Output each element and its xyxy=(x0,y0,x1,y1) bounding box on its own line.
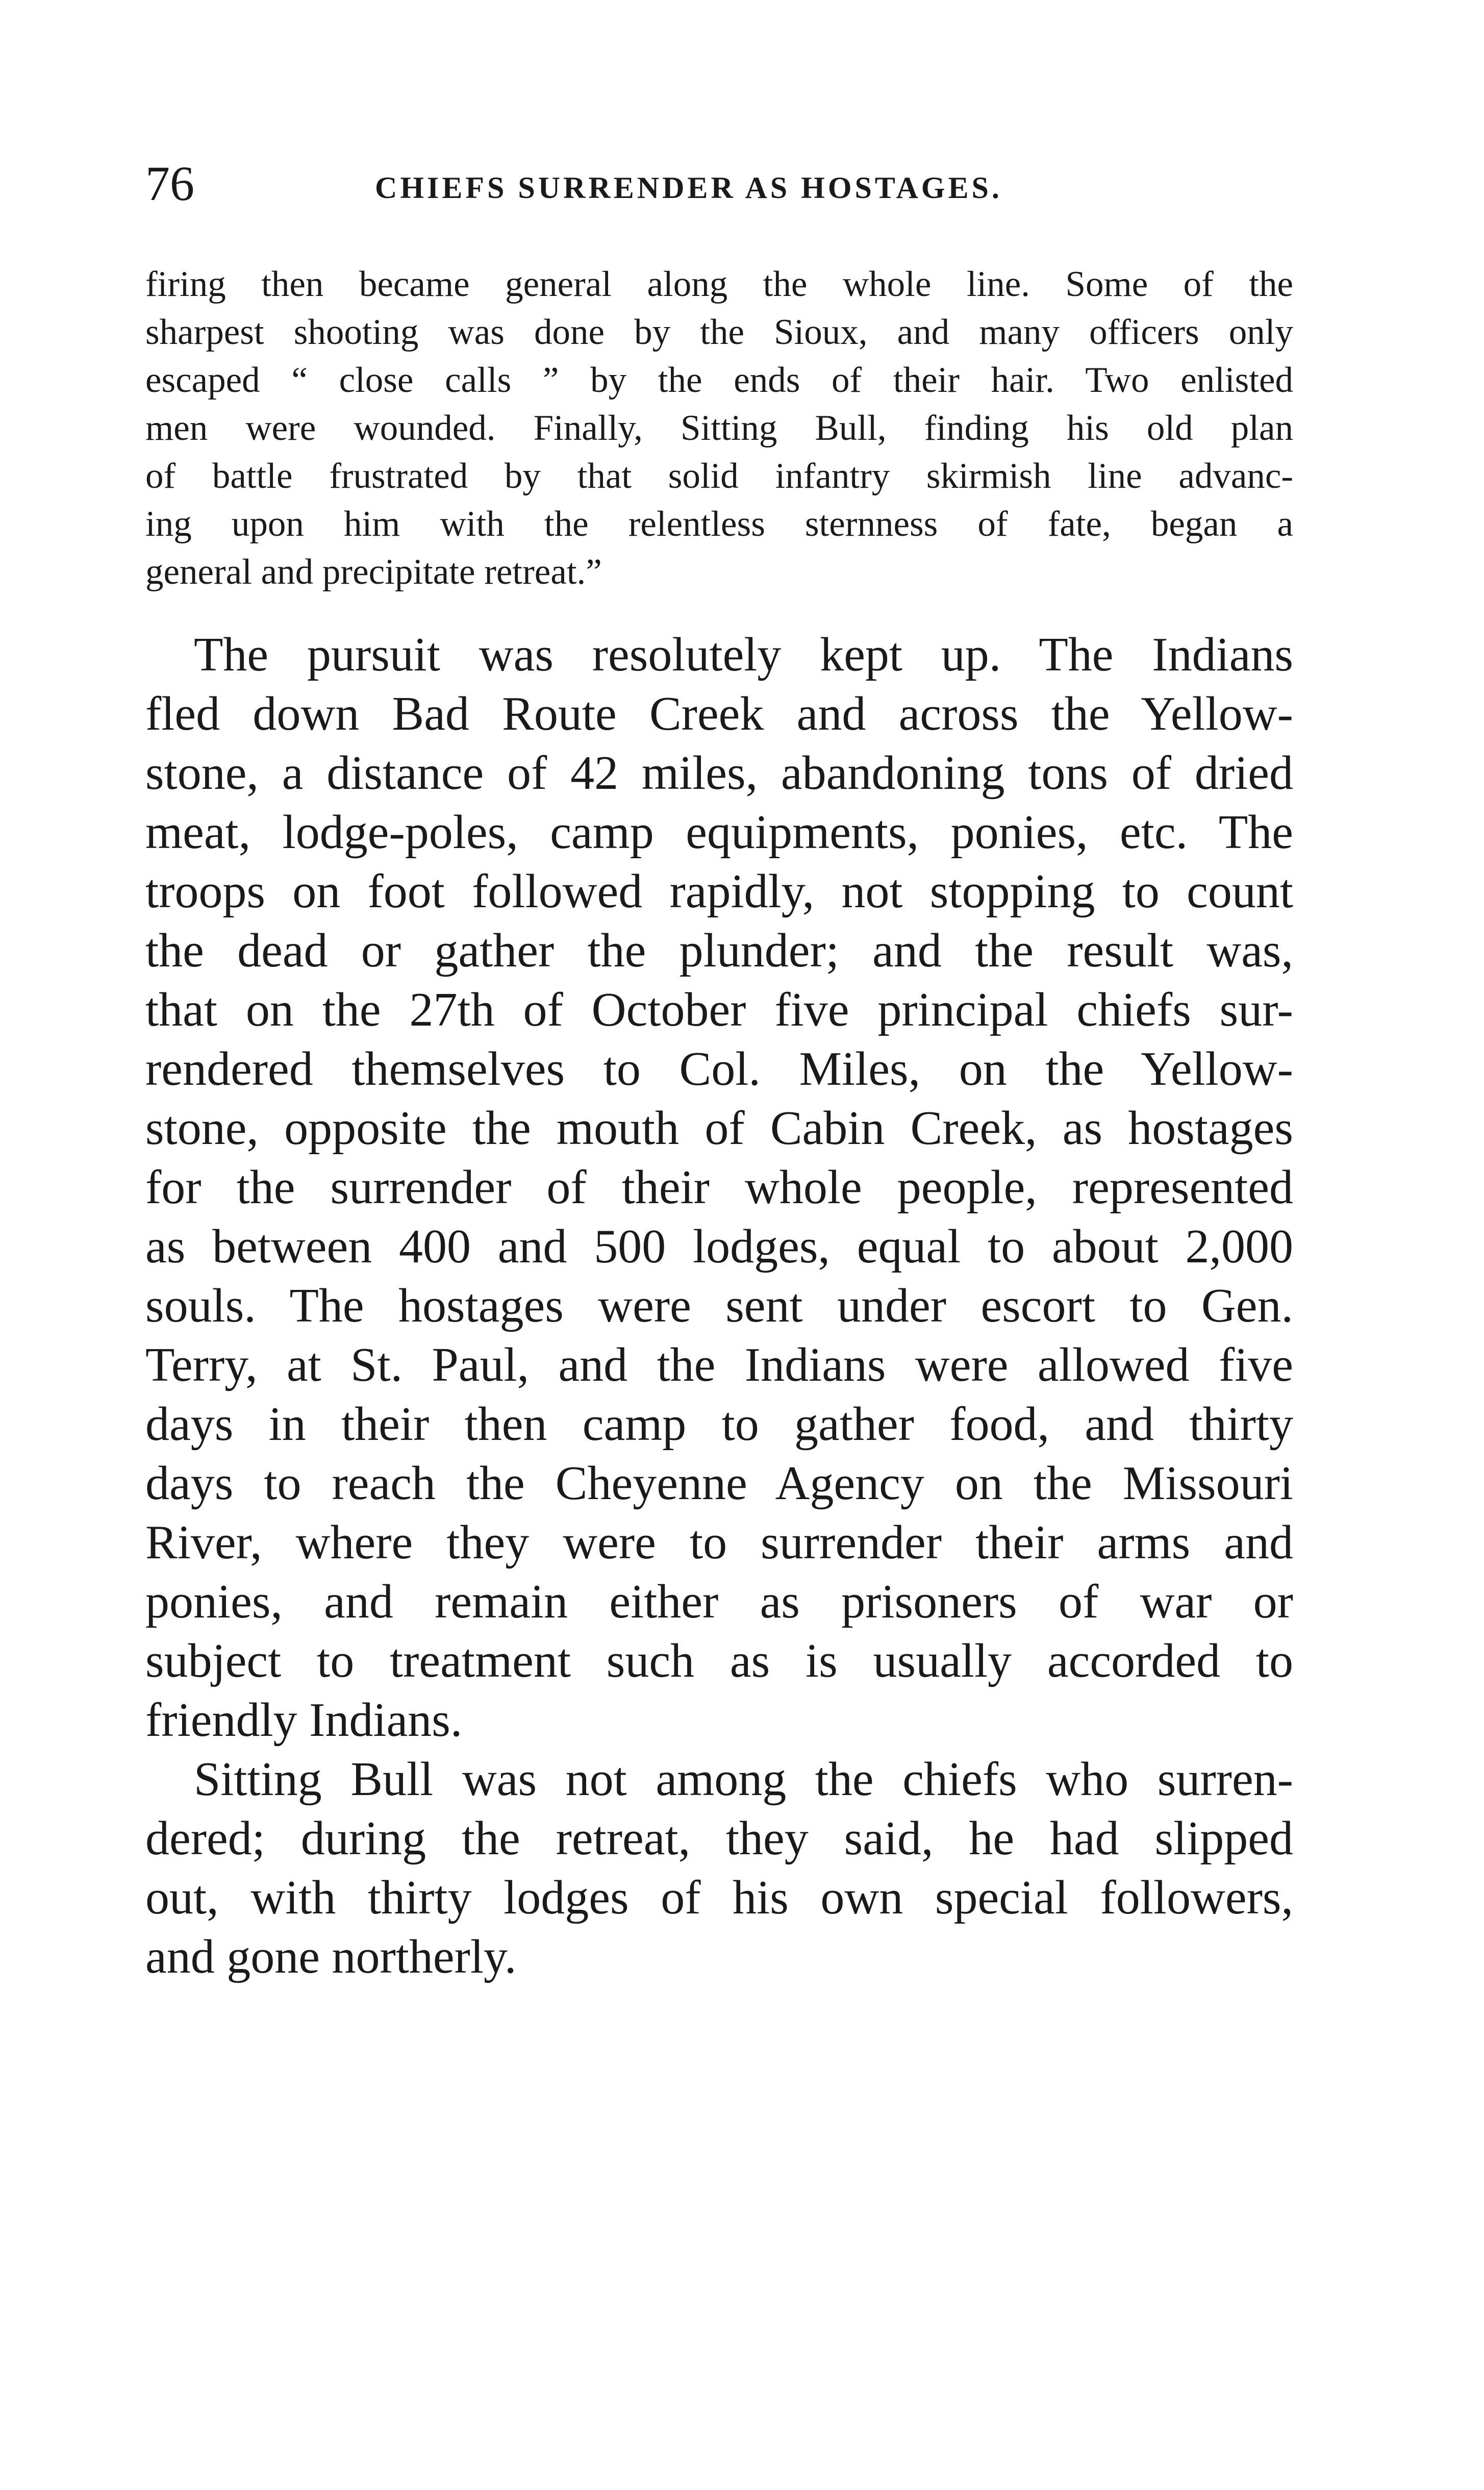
body-line: River, where they were to surrender their arms and xyxy=(145,1516,1293,1569)
body-line: stone, a distance of 42 miles, abandoning tons of dried xyxy=(145,746,1293,800)
body-line: stone, opposite the mouth of Cabin Creek, as hostages xyxy=(145,1102,1293,1155)
quoted-passage xyxy=(145,260,1293,596)
body-line: that on the 27th of October five principal chiefs sur- xyxy=(145,983,1293,1036)
body-line: and gone northerly. xyxy=(145,1930,517,1983)
body-line: fled down Bad Route Creek and across the Yellow- xyxy=(145,687,1293,740)
body-line: friendly Indians. xyxy=(145,1694,463,1747)
body-line: troops on foot followed rapidly, not stopping to count xyxy=(145,865,1293,918)
body-line: the dead or gather the plunder; and the result was, xyxy=(145,924,1293,977)
body-line: rendered themselves to Col. Miles, on the Yellow- xyxy=(145,1042,1293,1095)
body-line: as between 400 and 500 lodges, equal to about 2,000 xyxy=(145,1220,1293,1273)
quote-line: men were wounded. Finally, Sitting Bull, finding his old plan xyxy=(145,408,1293,448)
page-number: 76 xyxy=(145,156,194,211)
body-line: subject to treatment such as is usually accorded to xyxy=(145,1634,1293,1687)
body-line: meat, lodge-poles, camp equipments, ponies, etc. The xyxy=(145,806,1293,859)
body-line: out, with thirty lodges of his own special followers, xyxy=(145,1871,1293,1924)
quote-line: sharpest shooting was done by the Sioux, and many officers only xyxy=(145,312,1293,352)
quote-line: escaped “ close calls ” by the ends of their hair. Two enlisted xyxy=(145,360,1293,400)
running-head-title: CHIEFS SURRENDER AS HOSTAGES. xyxy=(375,171,1002,205)
body-line: for the surrender of their whole people, represented xyxy=(145,1161,1293,1214)
paragraph-pursuit xyxy=(145,625,1293,1750)
body-line: Terry, at St. Paul, and the Indians were allowed five xyxy=(145,1338,1293,1391)
body-line: Sitting Bull was not among the chiefs who surren- xyxy=(194,1753,1293,1806)
body-line: days in their then camp to gather food, and thirty xyxy=(145,1398,1293,1451)
body-text xyxy=(145,625,1293,1986)
running-head xyxy=(145,153,1293,214)
body-line: dered; during the retreat, they said, he had slipped xyxy=(145,1812,1293,1865)
body-line: ponies, and remain either as prisoners of war or xyxy=(145,1575,1293,1628)
quote-line: ing upon him with the relentless sternness of fate, began a xyxy=(145,504,1293,544)
quote-line: of battle frustrated by that solid infantry skirmish line advanc- xyxy=(145,456,1293,496)
paragraph-sitting-bull xyxy=(145,1750,1293,1986)
body-line: souls. The hostages were sent under escort to Gen. xyxy=(145,1279,1293,1332)
body-line: days to reach the Cheyenne Agency on the Missouri xyxy=(145,1457,1293,1510)
quote-line: general and precipitate retreat.” xyxy=(145,552,602,592)
quote-line: firing then became general along the whole line. Some of the xyxy=(145,264,1293,304)
body-line: The pursuit was resolutely kept up. The Indians xyxy=(194,628,1293,681)
